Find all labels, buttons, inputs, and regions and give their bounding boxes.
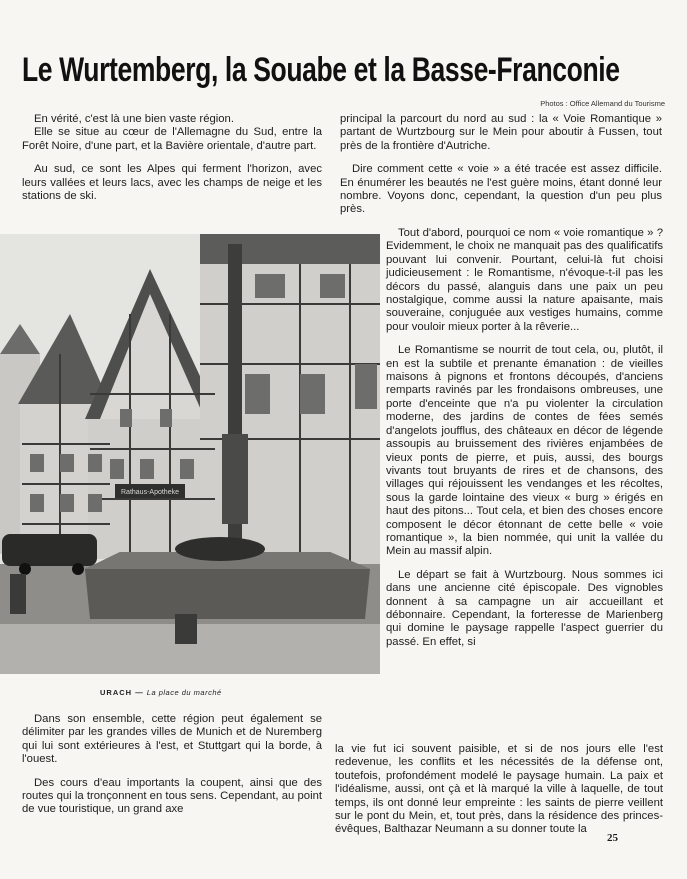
paragraph: Au sud, ce sont les Alpes qui ferment l'horizon, avec leurs vallées et leurs lacs, avec les champs de neige et les stations de ski.	[22, 163, 322, 203]
article-title: Le Wurtemberg, la Souabe et la Basse-Franconie	[22, 51, 620, 89]
photo-caption	[100, 688, 360, 697]
paragraph: principal la parcourt du nord au sud : la « Voie Romantique » partant de Wurtzbourg sur le Mein pour aboutir à Fussen, tout près de la frontière d'Autriche.	[340, 113, 662, 152]
paragraph: Tout d'abord, pourquoi ce nom « voie romantique » ? Evidemment, le choix ne manquait pas des qualificatifs pouvant lui convenir. Pourtant, celui-là fut choisi judicieusement : le Romantisme, n'évoque-t-il pas les décors du passé, alanguis dans une paix un peu nostalgique, comme aussi la nature apaisante, mais souveraine, conjuguée aux vestiges humains, comme pour vouloir mieux porter à la rêverie...	[386, 227, 663, 333]
paragraph: Le Romantisme se nourrit de tout cela, ou, plutôt, il en est la subtile et prenante émanation : de vieilles maisons à pignons et frontons découpés, d'anciens remparts ravinés par les frondaisons ombreuses, une porte d'enceinte que n'a pu violenter la circulation moderne, des jardins de contes de fées semés d'angelots joufflus, des châteaux en décor de légende assoupis au bruissement des rivières enjambées de vieux ponts de pierre, et puis, aussi, des bourgs vivants tout bruyants de rires et de chansons, des villages qui réjouissent les vendanges et les récoltes, sous la garde lointaine des vieux « burg » érigés en haut des pitons... Tout cela, et bien des choses encore composent le décor étonnant de cette belle « voie romantique », la bien nommée, qui unit la vallée du Mein au massif alpin.	[386, 344, 663, 558]
page-number: 25	[607, 832, 618, 844]
photo-credit: Photos : Office Allemand du Tourisme	[540, 99, 665, 108]
shop-sign: Rathaus-Apotheke	[121, 489, 179, 496]
paragraph: En vérité, c'est là une bien vaste région.	[34, 113, 234, 125]
caption-text: La place du marché	[146, 688, 222, 697]
paragraph: Dans son ensemble, cette région peut également se délimiter par les grandes villes de Munich et de Nuremberg qui lui sont extérieures à l'est, et Stuttgart qui la borde, à l'ouest.	[22, 713, 322, 766]
paragraph: Des cours d'eau importants la coupent, ainsi que des routes qui la tronçonnent en tous sens. Cependant, au point de vue touristique, un grand axe	[22, 776, 322, 816]
caption-separator: —	[135, 688, 144, 697]
paragraph: Dire comment cette « voie » a été tracée est assez difficile. En énumérer les beautés ne l'est guère moins, étant donné leur nombre. Voyons donc, cependant, la question d'un peu plus près.	[340, 163, 662, 216]
column-left-bottom	[22, 713, 322, 827]
paragraph: Le départ se fait à Wurtzbourg. Nous sommes ici dans une ancienne cité épiscopale. Des vignobles donnent à sa campagne un air accueillant et débonnaire. Cependant, la forteresse de Marienberg qui domine le paysage rappelle l'aspect guerrier du passé. En effet, si	[386, 568, 663, 648]
column-left-top	[22, 113, 322, 213]
market-square-illustration	[0, 234, 380, 674]
photo-urach-market-square	[0, 234, 380, 674]
paragraph: la vie fut ici souvent paisible, et si de nos jours elle l'est redevenue, les conflits et les nécessités de la défense ont, toutefois, profondément modelé le paysage humain. La paix et l'idéalisme, aussi, ont çà et là marqué la ville à laquelle, de tout temps, ils ont donné leur empreinte : les saints de pierre veillent sur le pont du Mein, et, tout près, dans la résidence des princes-évêques, Balthazar Neumann a su donner toute la	[335, 743, 663, 836]
column-right-middle	[386, 227, 663, 659]
paragraph: Elle se situe au cœur de l'Allemagne du Sud, entre la Forêt Noire, d'une part, et la Bavière orientale, d'autre part.	[22, 126, 322, 152]
caption-place: URACH	[100, 688, 133, 697]
column-right-top	[340, 113, 662, 227]
